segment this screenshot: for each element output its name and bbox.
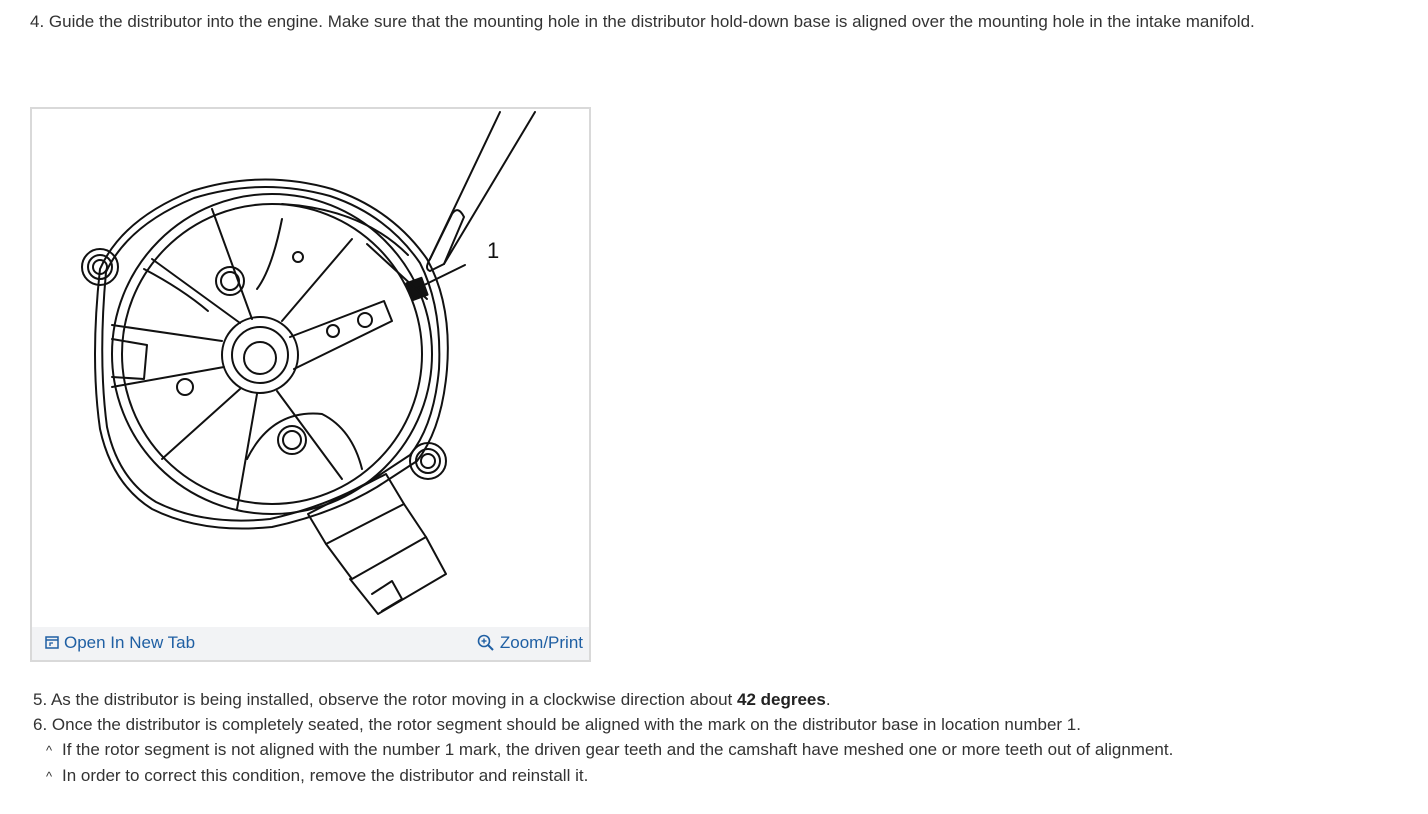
note-2 xyxy=(33,763,1393,789)
caret-bullet: ^ xyxy=(46,743,53,758)
zoom-in-icon xyxy=(477,634,495,652)
note-1 xyxy=(33,737,1393,763)
step-5-degrees: 42 degrees xyxy=(736,690,826,709)
step-5-period: . xyxy=(825,690,831,709)
zoom-print-link[interactable] xyxy=(477,633,583,653)
caret-bullet: ^ xyxy=(46,769,53,784)
callout-number: 1 xyxy=(487,238,500,263)
open-in-new-tab-label: Open In New Tab xyxy=(64,633,196,652)
zoom-print-label: Zoom/Print xyxy=(499,633,583,652)
note-1-text: If the rotor segment is not aligned with the number 1 mark, the driven gear teeth and the camshaft have meshed one or more teeth out of alignment. xyxy=(62,740,1174,759)
open-in-new-tab-icon xyxy=(45,636,59,650)
figure-toolbar xyxy=(32,627,589,660)
step-5-text: 5. As the distributor is being installed, observe the rotor moving in a clockwise direction about xyxy=(33,690,737,709)
distributor-illustration xyxy=(32,109,589,627)
step-6: 6. Once the distributor is completely seated, the rotor segment should be aligned with the mark on the distributor base in location number 1. xyxy=(33,715,1081,734)
open-in-new-tab-link[interactable] xyxy=(45,633,195,653)
distributor-figure xyxy=(30,107,591,662)
step-4-text: 4. Guide the distributor into the engine. Make sure that the mounting hole in the distributor hold-down base is aligned over the mounting hole in the intake manifold. xyxy=(30,12,1255,31)
instruction-steps xyxy=(33,687,1393,789)
step-5 xyxy=(33,687,1393,712)
note-2-text: In order to correct this condition, remove the distributor and reinstall it. xyxy=(62,766,589,785)
